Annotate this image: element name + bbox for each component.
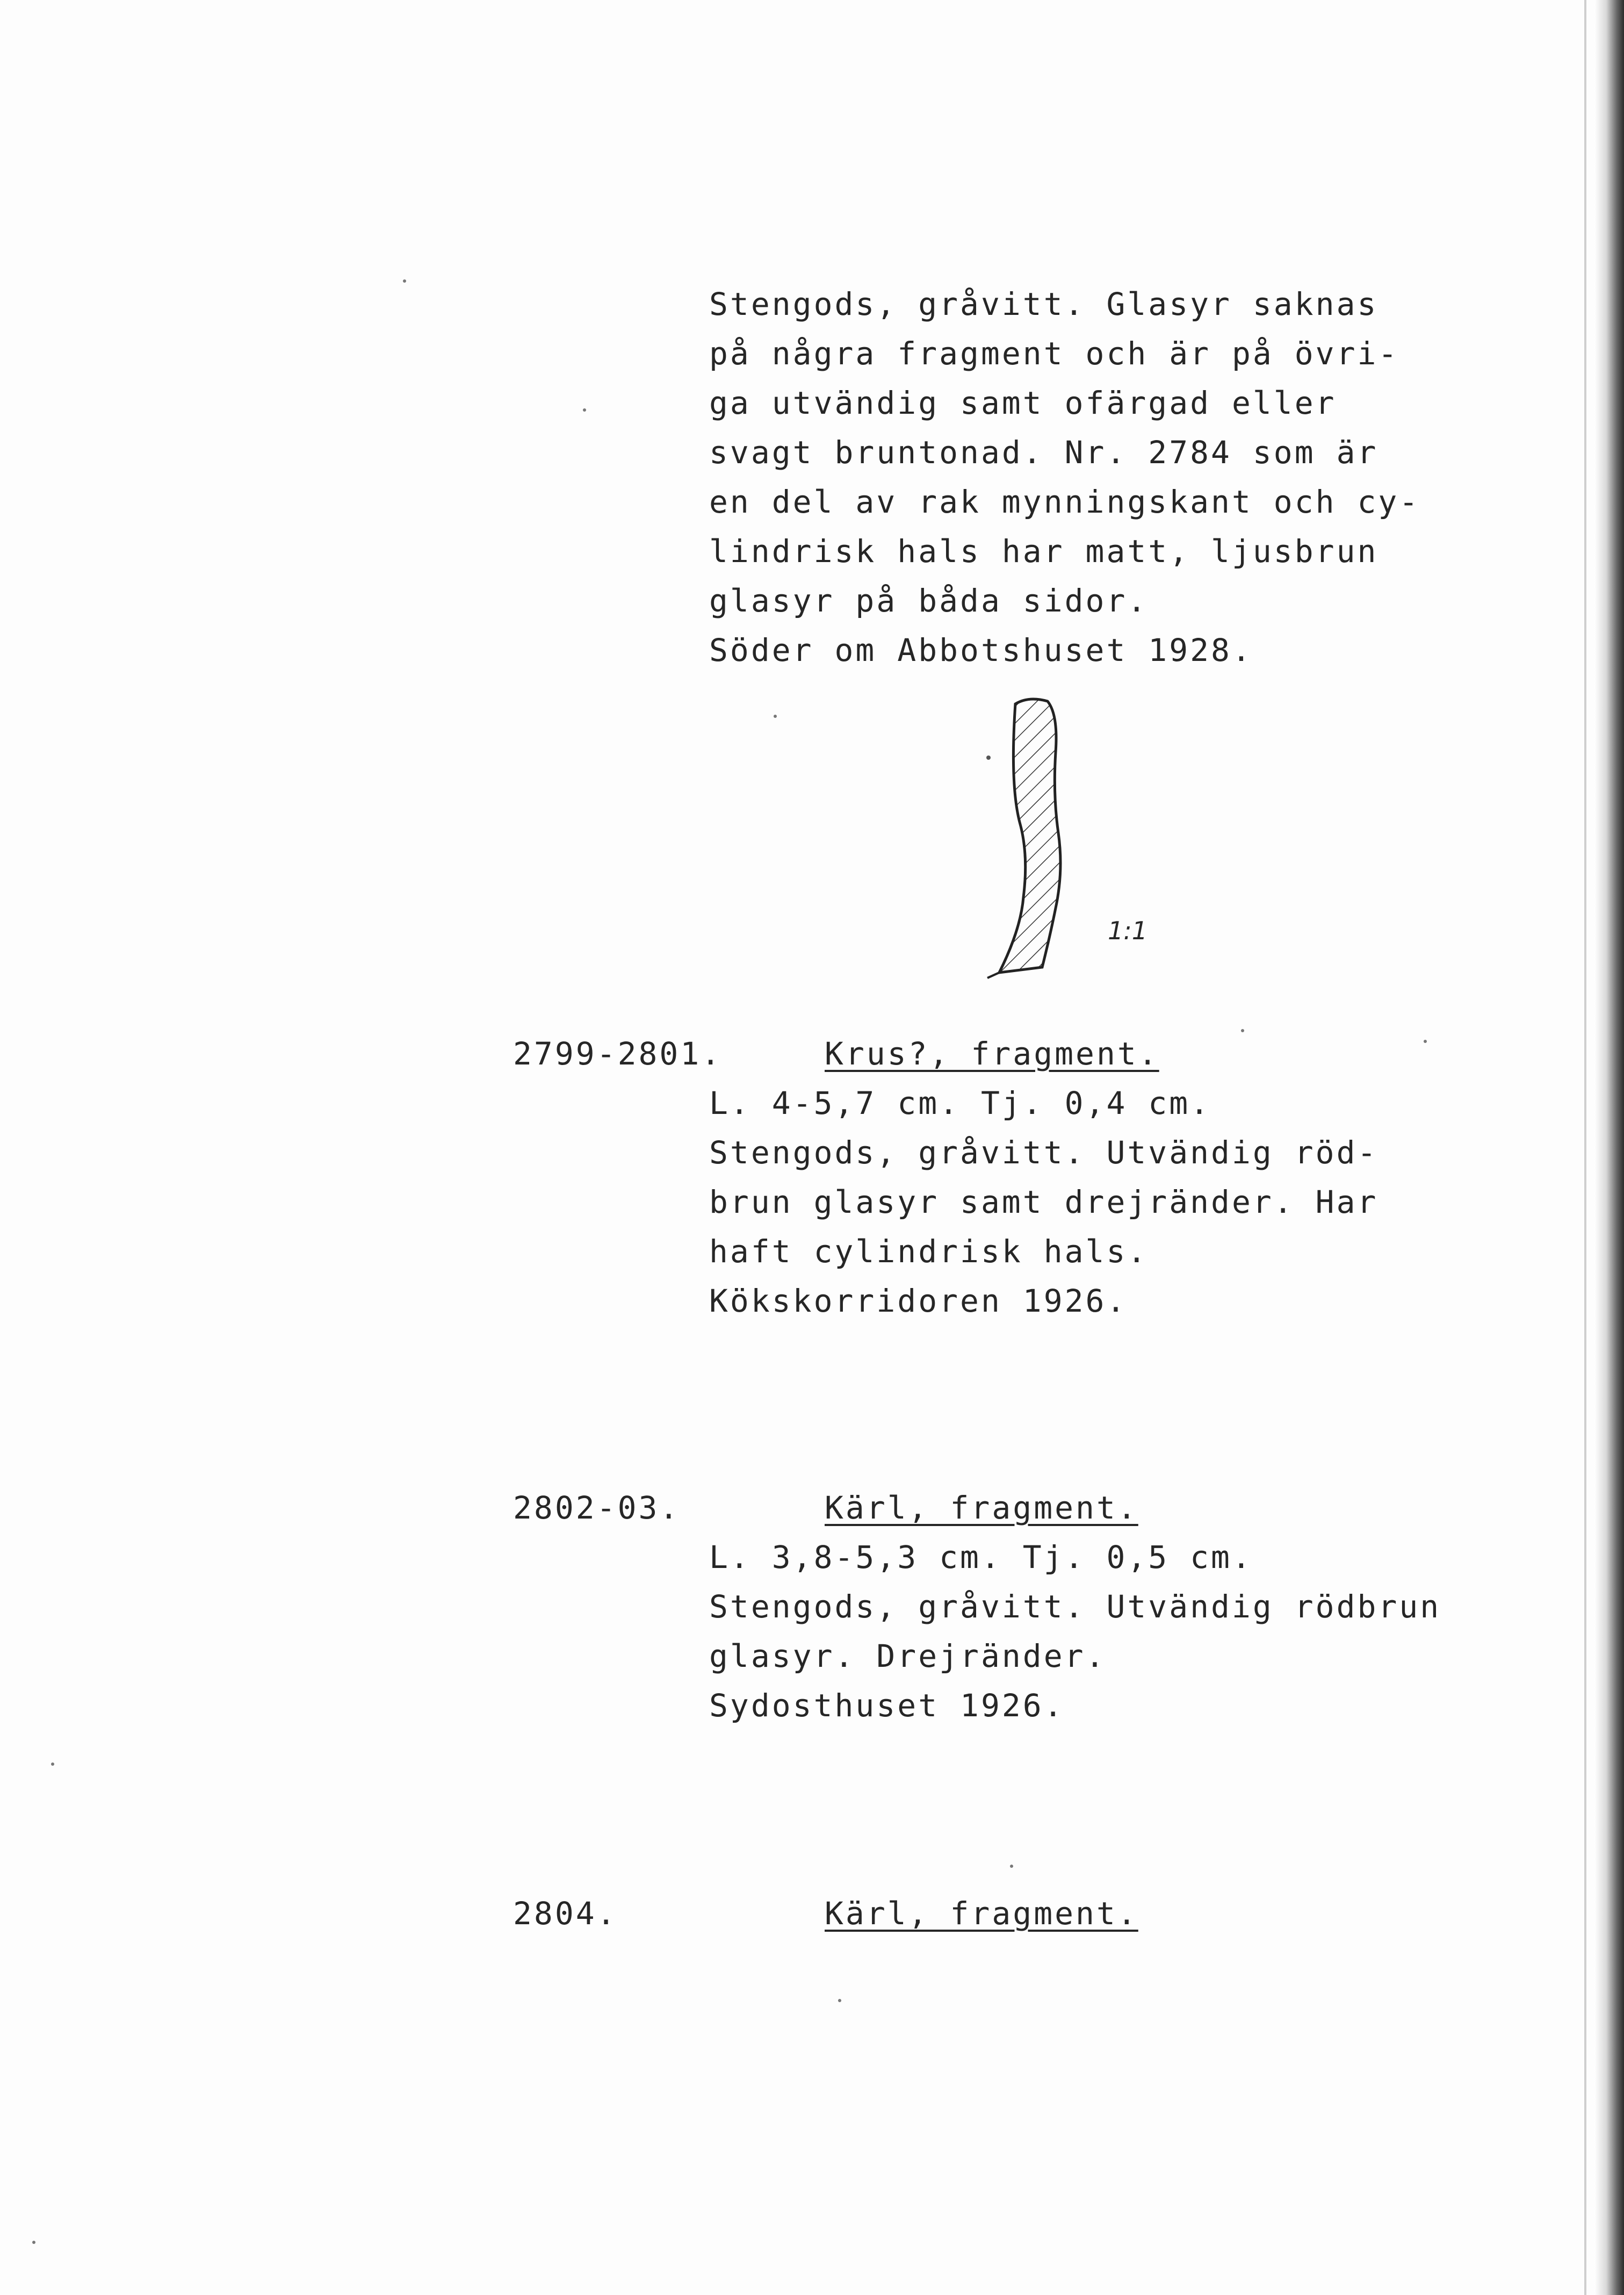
entry-number: 2802-03.: [513, 1490, 681, 1526]
scan-speck: [1010, 1865, 1013, 1868]
entry-line: L. 3,8-5,3 cm. Tj. 0,5 cm.: [709, 1539, 1253, 1575]
intro-line: lindrisk hals har matt, ljusbrun: [709, 533, 1378, 570]
intro-line: svagt bruntonad. Nr. 2784 som är: [709, 434, 1378, 471]
scale-label: 1:1: [1108, 916, 1148, 945]
scan-speck: [403, 279, 406, 283]
entry-number: 2804.: [513, 1895, 618, 1932]
scan-speck: [1424, 1040, 1427, 1043]
entry-line: L. 4-5,7 cm. Tj. 0,4 cm.: [709, 1085, 1211, 1121]
entry-line: haft cylindrisk hals.: [709, 1233, 1149, 1270]
scan-speck: [838, 1999, 841, 2002]
scan-speck: [1241, 1029, 1244, 1032]
scan-speck: [51, 1762, 54, 1766]
page-edge-shadow: [1594, 0, 1624, 2295]
intro-line: glasyr på båda sidor.: [709, 582, 1149, 619]
intro-line: en del av rak mynningskant och cy-: [709, 484, 1420, 520]
entry-heading: Kärl, fragment.: [825, 1895, 1138, 1932]
page-edge-line: [1584, 0, 1586, 2295]
entry-line: brun glasyr samt drejränder. Har: [709, 1184, 1378, 1220]
entry-line: Sydosthuset 1926.: [709, 1687, 1065, 1724]
entry-line: Stengods, gråvitt. Utvändig röd-: [709, 1134, 1378, 1171]
intro-line: på några fragment och är på övri-: [709, 335, 1399, 372]
entry-number: 2799-2801.: [513, 1035, 723, 1072]
intro-line: Stengods, gråvitt. Glasyr saknas: [709, 286, 1378, 322]
scan-speck: [32, 2241, 35, 2244]
scan-speck: [583, 408, 586, 412]
intro-line: Söder om Abbotshuset 1928.: [709, 632, 1253, 668]
intro-line: ga utvändig samt ofärgad eller: [709, 385, 1337, 421]
entry-heading: Kärl, fragment.: [825, 1490, 1138, 1526]
entry-line: Stengods, gråvitt. Utvändig rödbrun: [709, 1588, 1441, 1625]
entry-line: glasyr. Drejränder.: [709, 1638, 1107, 1674]
entry-line: Kökskorridoren 1926.: [709, 1283, 1128, 1319]
scan-speck: [774, 715, 777, 718]
entry-heading: Krus?, fragment.: [825, 1035, 1159, 1072]
